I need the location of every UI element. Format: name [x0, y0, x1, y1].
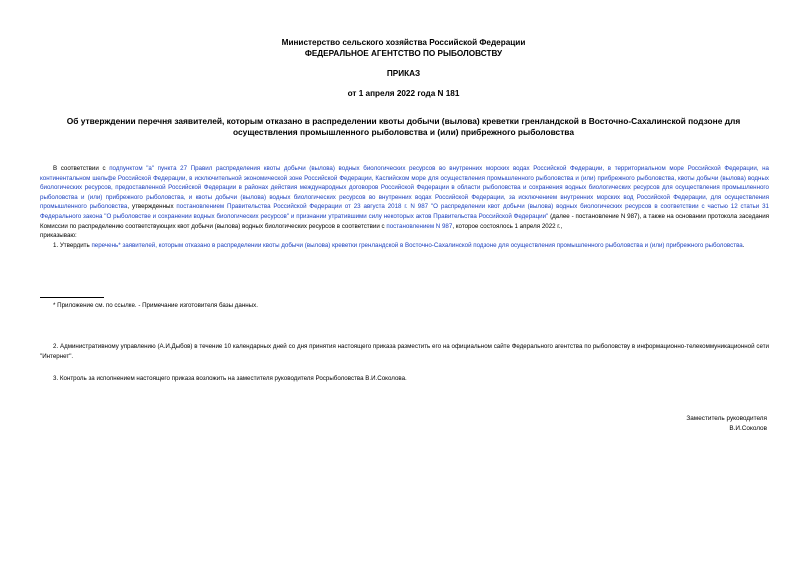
item-1	[40, 241, 769, 251]
item-3: 3. Контроль за исполнением настоящего приказа возложить на заместителя руководителя Росрыболовства В.И.Соколова.	[53, 375, 407, 382]
signatory-name: В.И.Соколов	[729, 425, 767, 432]
agency-name: ФЕДЕРАЛЬНОЕ АГЕНТСТВО ПО РЫБОЛОВСТВУ	[304, 49, 503, 58]
rules-link[interactable]: подпунктом "а" пункта 27 Правил распределения квоты добычи (вылова) водных биологических ресурсов во внутренних морских водах Российской Федерации, в территориальном море Российской Федерации, на континентальном шельфе Российской Федерации, в исключительной экономической зоне Российской Федерации, Каспийском море для осуществления промышленного рыболовства и (или) прибрежного рыболовства, квоты добычи (вылова) водных биологических ресурсов, предоставленной Российской Федерации в районах действия международных договоров Российской Федерации в области рыболовства и сохранения водных биологических ресурсов для осуществления промышленного рыболовства и (или) прибрежного рыболовства, и квоты добычи (вылова) водных биологических ресурсов во внутренних водах Российской Федерации, за исключением внутренних морских вод Российской Федерации, для осуществления промышленного рыболовства	[40, 165, 769, 211]
document-date-number: от 1 апреля 2022 года N 181	[347, 89, 460, 98]
item-1-text: 1. Утвердить	[53, 242, 92, 249]
preamble-text-1: В соответствии с	[53, 165, 110, 172]
preamble-paragraph	[40, 164, 769, 231]
government-decree-link[interactable]: постановлением Правительства Российской Федерации от 23 августа 2018 г. N 987 "О распределении квот добычи (вылова) водных биологических ресурсов в соответствии с частью 12 статьи 31 Федерального закона "О рыболовстве и сохранении водных биологических ресурсов" и признании утратившими силу некоторых актов Правительства Российской Федерации"	[40, 203, 769, 220]
preamble-text-2: , утвержденных	[127, 203, 177, 211]
decree-987-link[interactable]: постановлением N 987	[386, 222, 453, 230]
applicants-list-link[interactable]: перечень* заявителей, которым отказано в распределении квоты добычи (вылова) креветки гренландской в Восточно-Сахалинской подзоне для осуществления промышленного рыболовства и (или) прибрежного рыболовства	[91, 242, 743, 249]
item-1-end: .	[742, 242, 745, 249]
signatory-position: Заместитель руководителя	[686, 415, 767, 422]
ministry-name: Министерство сельского хозяйства Российской Федерации	[281, 38, 526, 47]
order-word: приказываю:	[40, 232, 77, 239]
footnote-divider	[40, 297, 104, 298]
preamble-text-4: , которое состоялось 1 апреля 2022 г.,	[452, 222, 563, 230]
preamble-text-3: (далее - постановление N 987), а также на основании протокола заседания Комиссии по распределению соответствующих квот добычи (вылова) водных биологических ресурсов в соответствии с	[40, 212, 769, 230]
item-2: 2. Административному управлению (А.И.Дыбов) в течение 10 календарных дней со дня принятия настоящего приказа разместить его на официальном сайте Федерального агентства по рыболовству в информационно-телекоммуникационной сети "Интернет".	[40, 343, 769, 360]
document-title: Об утверждении перечня заявителей, которым отказано в распределении квоты добычи (вылова) креветки гренландской в Восточно-Сахалинской подзоне для осуществления промышленного рыболовства и (или) прибрежного рыболовства	[66, 116, 741, 137]
footnote: * Приложение см. по ссылке. - Примечание изготовителя базы данных.	[53, 302, 258, 309]
document-type: ПРИКАЗ	[386, 69, 421, 78]
